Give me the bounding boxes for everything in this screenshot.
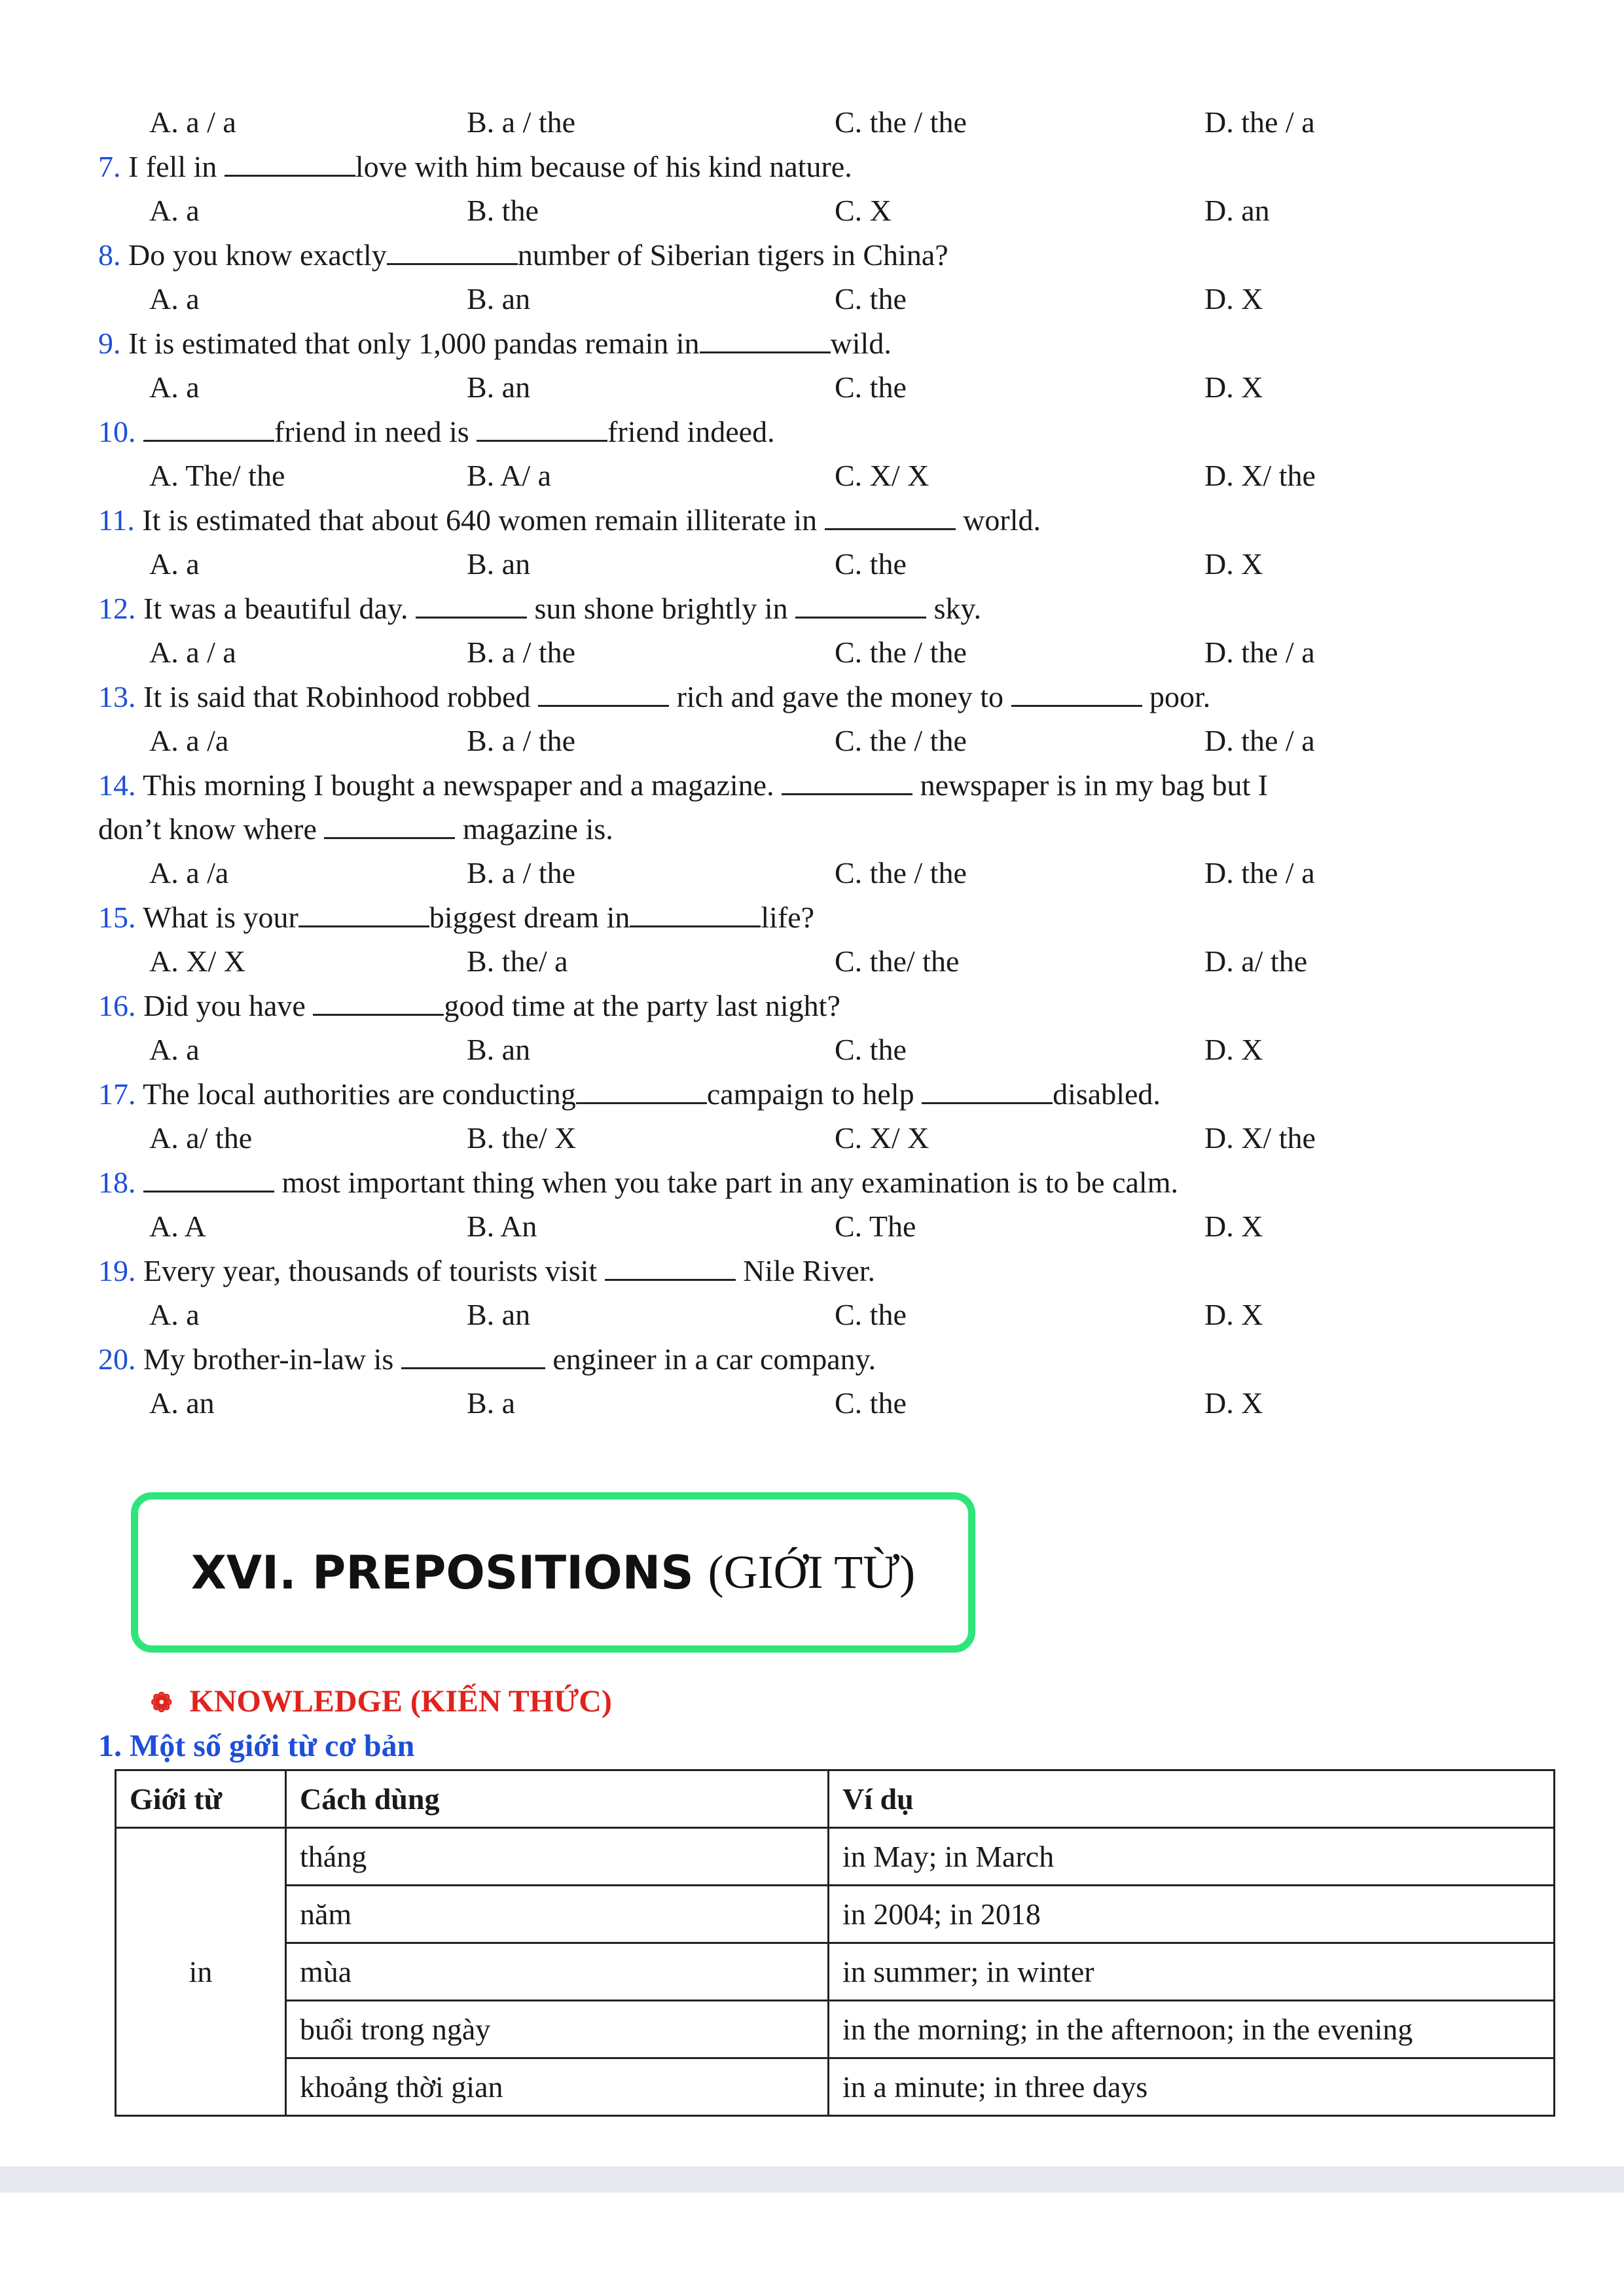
knowledge-heading	[151, 1683, 612, 1719]
question-text: love with him because of his kind nature.	[355, 150, 852, 183]
option-c: C. the	[835, 370, 907, 404]
example-cell: in the morning; in the afternoon; in the evening	[829, 2001, 1555, 2058]
option-a: A. X/ X	[149, 944, 245, 978]
question-text: Do you know exactly	[128, 238, 387, 272]
options-row	[0, 723, 1624, 759]
option-d: D. X	[1204, 1386, 1263, 1420]
question-number: 17.	[98, 1077, 136, 1111]
answer-blank	[143, 414, 274, 442]
question-number: 8.	[98, 238, 121, 272]
question-text: biggest dream in	[429, 901, 630, 934]
answer-blank	[477, 414, 607, 442]
question-text: campaign to help	[706, 1077, 922, 1111]
options-row	[0, 281, 1624, 317]
option-a: A. a	[149, 1298, 200, 1331]
section-subtitle: (GIỚI TỪ)	[708, 1546, 916, 1598]
option-a: A. a	[149, 282, 200, 315]
prepositions-table	[115, 1769, 1555, 2117]
knowledge-label: KNOWLEDGE (KIẾN THỨC)	[189, 1684, 612, 1719]
table-row	[116, 2058, 1555, 2116]
question-text: wild.	[830, 327, 892, 360]
answer-blank	[922, 1076, 1053, 1104]
question-text: most important thing when you take part in any examination is to be calm.	[274, 1166, 1178, 1199]
options-row	[0, 1297, 1624, 1333]
table-row	[116, 2001, 1555, 2058]
answer-blank	[416, 590, 527, 619]
option-c: C. the	[835, 1386, 907, 1420]
options-row	[0, 458, 1624, 493]
table-row	[116, 1943, 1555, 2001]
option-d: D. X	[1204, 547, 1263, 581]
question-8	[98, 237, 948, 273]
option-d: D. a/ the	[1204, 944, 1308, 978]
question-text: The local authorities are conducting	[143, 1077, 576, 1111]
question-text: It was a beautiful day.	[143, 592, 416, 625]
option-a: A. A	[149, 1210, 206, 1243]
option-c: C. X/ X	[835, 1121, 929, 1155]
options-row	[0, 635, 1624, 670]
options-row	[0, 547, 1624, 582]
question-14	[98, 767, 1268, 803]
option-b: B. an	[467, 1298, 531, 1331]
option-b: B. a / the	[467, 105, 576, 139]
option-b: B. the	[467, 194, 539, 227]
question-14-line-2	[98, 811, 613, 847]
options-row	[0, 944, 1624, 979]
options-row	[0, 105, 1624, 140]
option-a: A. The/ the	[149, 459, 285, 492]
answer-blank	[401, 1341, 545, 1369]
option-c: C. the/ the	[835, 944, 960, 978]
answer-blank	[630, 899, 761, 927]
question-13	[98, 679, 1210, 715]
question-text: sun shone brightly in	[526, 592, 796, 625]
option-a: A. a	[149, 547, 200, 581]
question-number: 19.	[98, 1254, 136, 1287]
option-c: C. the	[835, 282, 907, 315]
question-12	[98, 590, 981, 626]
question-text: engineer in a car company.	[545, 1342, 876, 1376]
question-number: 18.	[98, 1166, 136, 1199]
option-d: D. X	[1204, 370, 1263, 404]
option-a: A. a	[149, 194, 200, 227]
question-text: Nile River.	[735, 1254, 876, 1287]
example-cell: in summer; in winter	[829, 1943, 1555, 2001]
question-9	[98, 325, 892, 361]
question-text: It is estimated that about 640 women remain illiterate in	[142, 503, 825, 537]
question-20	[98, 1341, 876, 1377]
answer-blank	[313, 988, 444, 1016]
option-a: A. a / a	[149, 105, 236, 139]
question-text: magazine is.	[455, 812, 613, 846]
option-c: C. the / the	[835, 636, 967, 669]
question-text: good time at the party last night?	[444, 989, 840, 1022]
question-text: It is said that Robinhood robbed	[143, 680, 539, 713]
question-text: Did you have	[143, 989, 314, 1022]
option-a: A. an	[149, 1386, 215, 1420]
option-c: C. the	[835, 1298, 907, 1331]
question-number: 20.	[98, 1342, 136, 1376]
options-row	[0, 1121, 1624, 1156]
header-example: Ví dụ	[829, 1770, 1555, 1828]
option-a: A. a/ the	[149, 1121, 253, 1155]
answer-blank	[700, 325, 831, 353]
question-16	[98, 988, 840, 1024]
option-b: B. an	[467, 282, 531, 315]
option-d: D. an	[1204, 194, 1270, 227]
option-d: D. the / a	[1204, 724, 1315, 757]
option-b: B. an	[467, 370, 531, 404]
section-title: XVI. PREPOSITIONS	[190, 1545, 694, 1600]
question-text: What is your	[143, 901, 298, 934]
option-d: D. the / a	[1204, 856, 1315, 889]
option-b: B. a / the	[467, 724, 576, 757]
example-cell: in a minute; in three days	[829, 2058, 1555, 2116]
option-d: D. X/ the	[1204, 1121, 1316, 1155]
answer-blank	[298, 899, 429, 927]
option-c: C. the	[835, 547, 907, 581]
option-b: B. the/ a	[467, 944, 568, 978]
question-text: don’t know where	[98, 812, 325, 846]
question-number: 13.	[98, 680, 136, 713]
option-a: A. a /a	[149, 856, 229, 889]
question-11	[98, 502, 1041, 538]
options-row	[0, 1386, 1624, 1421]
header-preposition: Giới từ	[116, 1770, 286, 1828]
option-b: B. An	[467, 1210, 537, 1243]
option-b: B. a	[467, 1386, 516, 1420]
option-c: C. the / the	[835, 724, 967, 757]
options-row	[0, 1032, 1624, 1067]
answer-blank	[1011, 679, 1142, 707]
option-d: D. X	[1204, 282, 1263, 315]
answer-blank	[387, 237, 518, 265]
option-a: A. a / a	[149, 636, 236, 669]
option-a: A. a /a	[149, 724, 229, 757]
flower-bullet-icon: ❁	[151, 1688, 173, 1717]
usage-cell: tháng	[286, 1828, 829, 1886]
option-b: B. a / the	[467, 636, 576, 669]
option-c: C. the	[835, 1033, 907, 1066]
question-number: 16.	[98, 989, 136, 1022]
question-text: world.	[955, 503, 1041, 537]
question-text: newspaper is in my bag but I	[912, 768, 1269, 802]
option-c: C. The	[835, 1210, 916, 1243]
answer-blank	[538, 679, 669, 707]
answer-blank	[795, 590, 926, 619]
answer-blank	[825, 502, 956, 530]
example-cell: in May; in March	[829, 1828, 1555, 1886]
answer-blank	[225, 149, 355, 177]
question-text: Every year, thousands of tourists visit	[143, 1254, 605, 1287]
options-row	[0, 1209, 1624, 1244]
option-b: B. an	[467, 547, 531, 581]
question-text: disabled.	[1053, 1077, 1161, 1111]
question-number: 15.	[98, 901, 136, 934]
option-d: D. X	[1204, 1033, 1263, 1066]
question-text: poor.	[1142, 680, 1211, 713]
question-7	[98, 149, 852, 185]
option-b: B. an	[467, 1033, 531, 1066]
table-row	[116, 1828, 1555, 1886]
option-d: D. X	[1204, 1210, 1263, 1243]
question-number: 14.	[98, 768, 136, 802]
question-text: My brother-in-law is	[143, 1342, 401, 1376]
option-a: A. a	[149, 1033, 200, 1066]
question-text: rich and gave the money to	[669, 680, 1011, 713]
table-header-row	[116, 1770, 1555, 1828]
question-text: It is estimated that only 1,000 pandas remain in	[128, 327, 700, 360]
question-text: This morning I bought a newspaper and a magazine.	[143, 768, 782, 802]
option-b: B. the/ X	[467, 1121, 577, 1155]
question-number: 11.	[98, 503, 135, 537]
options-row	[0, 370, 1624, 405]
example-cell: in 2004; in 2018	[829, 1886, 1555, 1943]
option-d: D. the / a	[1204, 105, 1315, 139]
options-row	[0, 193, 1624, 228]
options-row	[0, 855, 1624, 891]
question-10	[98, 414, 775, 450]
question-17	[98, 1076, 1161, 1112]
answer-blank	[143, 1164, 274, 1193]
question-19	[98, 1253, 875, 1289]
question-text: I fell in	[128, 150, 225, 183]
usage-cell: khoảng thời gian	[286, 2058, 829, 2116]
page-separator	[0, 2166, 1624, 2193]
usage-cell: buổi trong ngày	[286, 2001, 829, 2058]
question-number: 7.	[98, 150, 121, 183]
usage-cell: năm	[286, 1886, 829, 1943]
answer-blank	[782, 767, 912, 795]
question-text: number of Siberian tigers in China?	[517, 238, 948, 272]
preposition-cell: in	[116, 1828, 286, 2116]
question-text: life?	[761, 901, 815, 934]
option-b: B. A/ a	[467, 459, 552, 492]
option-c: C. X	[835, 194, 892, 227]
question-number: 9.	[98, 327, 121, 360]
answer-blank	[576, 1076, 707, 1104]
option-a: A. a	[149, 370, 200, 404]
question-text: friend in need is	[274, 415, 477, 448]
option-c: C. the / the	[835, 105, 967, 139]
answer-blank	[324, 811, 455, 839]
option-c: C. X/ X	[835, 459, 929, 492]
question-number: 10.	[98, 415, 136, 448]
option-d: D. the / a	[1204, 636, 1315, 669]
question-15	[98, 899, 814, 935]
option-b: B. a / the	[467, 856, 576, 889]
question-18	[98, 1164, 1178, 1200]
question-number: 12.	[98, 592, 136, 625]
section-heading-box	[131, 1492, 975, 1653]
table-row	[116, 1886, 1555, 1943]
usage-cell: mùa	[286, 1943, 829, 2001]
header-usage: Cách dùng	[286, 1770, 829, 1828]
answer-blank	[605, 1253, 736, 1281]
question-text: sky.	[926, 592, 982, 625]
option-c: C. the / the	[835, 856, 967, 889]
option-d: D. X/ the	[1204, 459, 1316, 492]
question-text: friend indeed.	[607, 415, 775, 448]
subheading: 1. Một số giới từ cơ bản	[98, 1729, 415, 1763]
option-d: D. X	[1204, 1298, 1263, 1331]
